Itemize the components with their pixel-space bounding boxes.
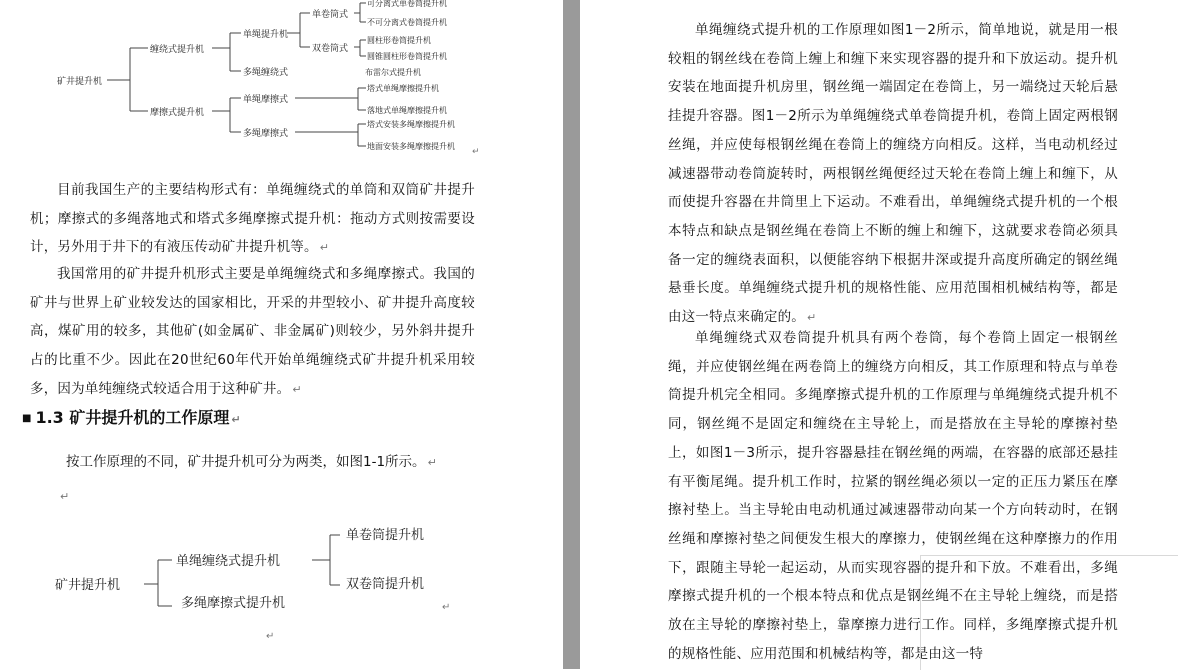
left-paragraph-1-text: 目前我国生产的主要结构形式有：单绳缠绕式的单筒和双筒矿井提升机；摩擦式的多绳落地式和塔式多绳摩擦式提升机：拖动方式则按需要设计，另外用于井下的有液压传动矿井提升机等。 — [30, 182, 475, 256]
tree-multi-rope-friction-label: 多绳摩擦式 — [243, 129, 289, 139]
tree-winding-type-label: 缠绕式提升机 — [150, 45, 205, 55]
fig-tree-single-drum: 单卷筒提升机 — [346, 528, 425, 543]
section-heading — [22, 404, 241, 434]
mine-hoist-classification-tree — [0, 0, 563, 160]
paragraph-mark: ↵ — [427, 456, 437, 469]
right-paragraph-single-rope-principle — [668, 16, 1118, 333]
tree-leaf-ground-multi-friction: 地面安装多绳摩擦提升机 — [367, 142, 455, 151]
figure-intro-text: 按工作原理的不同，矿井提升机可分为两类，如图1-1所示。 — [66, 454, 426, 470]
tree-leaf-separable-single-drum: 可分离式单卷筒提升机 — [367, 0, 447, 8]
left-paragraph-structure-forms — [30, 176, 475, 263]
tree-single-rope-hoist-label: 单绳提升机 — [243, 30, 289, 40]
tree-leaf-cylindrical-drum: 圆柱形卷筒提升机 — [367, 36, 431, 45]
tree-double-drum-label: 双卷筒式 — [312, 44, 349, 54]
paragraph-mark: ↵ — [292, 382, 302, 396]
tree-root-label: 矿井提升机 — [57, 77, 103, 87]
left-paragraph-2-text: 我国常用的矿井提升机形式主要是单绳缠绕式和多绳摩擦式。我国的矿井与世界上矿业较发达的国家相比，开采的井型较小、矿井提升高度较高，煤矿用的较多，其他矿(如金属矿、非金属矿)则较少，另外斜井提升占的比重不少。因此在20世纪60年代开始单绳缠绕式矿井提升机采用较多，因为单纯缠绕式较适合用于这种矿井。 — [30, 266, 475, 397]
right-paragraph-2-text: 单绳缠绕式双卷筒提升机具有两个卷筒，每个卷筒上固定一根钢丝绳，并应使钢丝绳在两卷筒上的缠绕方向相反，其工作原理和特点与单卷筒提升机完全相同。多绳摩擦式提升机的工作原理与单绳缠绕式提升机不同，钢丝绳不是固定和缠绕在主导轮上，而是搭放在主导轮的摩擦衬垫上，如图1－3所示，提升容器悬挂在钢丝绳的两端，在容器的底部还悬挂有平衡尾绳。提升机工作时，拉紧的钢丝绳必须以一定的正压力紧压在摩擦衬垫上。当主导轮由电动机通过减速器带动向某一个方向转动时，在钢丝绳和摩擦衬垫之间便发生根大的摩擦力，使钢丝绳在这种摩擦力的作用下，跟随主导轮一起运动，从而实现容器的提升和下放。不难看出，多绳摩擦式提升机的一个根本特点和优点是钢丝绳不在主导轮上缠绕，而是搭放在主导轮的摩擦衬垫上，靠摩擦力进行工作。同样，多绳摩擦式提升机的规格性能、应用范围和机械结构等，都是由这一特 — [668, 330, 1118, 662]
working-principle-classification-tree — [0, 515, 563, 642]
fig-tree-multi-rope-friction: 多绳摩擦式提升机 — [181, 596, 286, 611]
paragraph-mark: ↵ — [231, 413, 241, 426]
paragraph-mark: ↵ — [319, 241, 330, 255]
section-heading-text: 1.3 矿井提升机的工作原理 — [35, 408, 230, 427]
page-gutter — [563, 0, 580, 669]
fig-tree-double-drum: 双卷筒提升机 — [346, 577, 425, 592]
paragraph-mark: ↵ — [807, 311, 817, 325]
paragraph-mark: ↵ — [472, 147, 480, 157]
paragraph-mark: ↵ — [266, 631, 275, 642]
tree-multi-rope-winding-label: 多绳缠绕式 — [243, 68, 289, 78]
tree-leaf-blair-hoist: 布雷尔式提升机 — [365, 68, 421, 77]
heading-bullet-icon: ■ — [22, 412, 32, 424]
paragraph-mark: ↵ — [442, 602, 451, 613]
figure-intro-line — [66, 448, 437, 477]
fig-tree-root-label: 矿井提升机 — [55, 578, 121, 593]
tree-leaf-conical-cylindrical-drum: 圆锥圆柱形卷筒提升机 — [367, 52, 447, 61]
left-paragraph-common-types — [30, 260, 475, 405]
tree-single-rope-friction-label: 单绳摩擦式 — [243, 95, 289, 105]
tree-leaf-non-separable-drum: 不可分离式卷筒提升机 — [367, 18, 447, 27]
tree-friction-type-label: 摩擦式提升机 — [150, 108, 205, 118]
selection-overlay — [920, 555, 1178, 670]
fig-tree-single-rope-winding: 单绳缠绕式提升机 — [176, 554, 281, 569]
paragraph-mark: ↵ — [60, 490, 70, 503]
left-document-page — [0, 0, 563, 669]
tree-leaf-tower-multi-friction: 塔式安装多绳摩擦提升机 — [367, 120, 455, 129]
right-paragraph-1-text: 单绳缠绕式提升机的工作原理如图1－2所示，简单地说，就是用一根较粗的钢丝线在卷筒上缠上和缠下来实现容器的提升和下放运动。提升机安装在地面提升机房里，钢丝绳一端固定在卷筒上，另一端绕过天轮后悬挂提升容器。图1－2所示为单绳缠绕式单卷筒提升机，卷筒上固定两根钢丝绳，并应使每根钢丝绳在卷筒上的缠绕方向相反。这样，当电动机经过减速器带动卷筒旋转时，两根钢丝绳便经过天轮在卷筒上缠上和缠下，从而使提升容器在井筒里上下运动。不难看出，单绳缠绕式提升机的一个根本特点和缺点是钢丝绳在卷筒上不断的缠上和缠下，这就要求卷筒必须具备一定的缠绕表面积，以便能容纳下根据井深或提升高度所确定的钢丝绳悬垂长度。单绳缠绕式提升机的规格性能、应用范围相机械结构等，都是由这一特点来确定的。 — [668, 22, 1118, 326]
tree-leaf-ground-single-friction: 落地式单绳摩擦提升机 — [367, 106, 447, 115]
tree-leaf-tower-single-friction: 塔式单绳摩擦提升机 — [367, 84, 439, 93]
tree-single-drum-label: 单卷筒式 — [312, 10, 349, 20]
